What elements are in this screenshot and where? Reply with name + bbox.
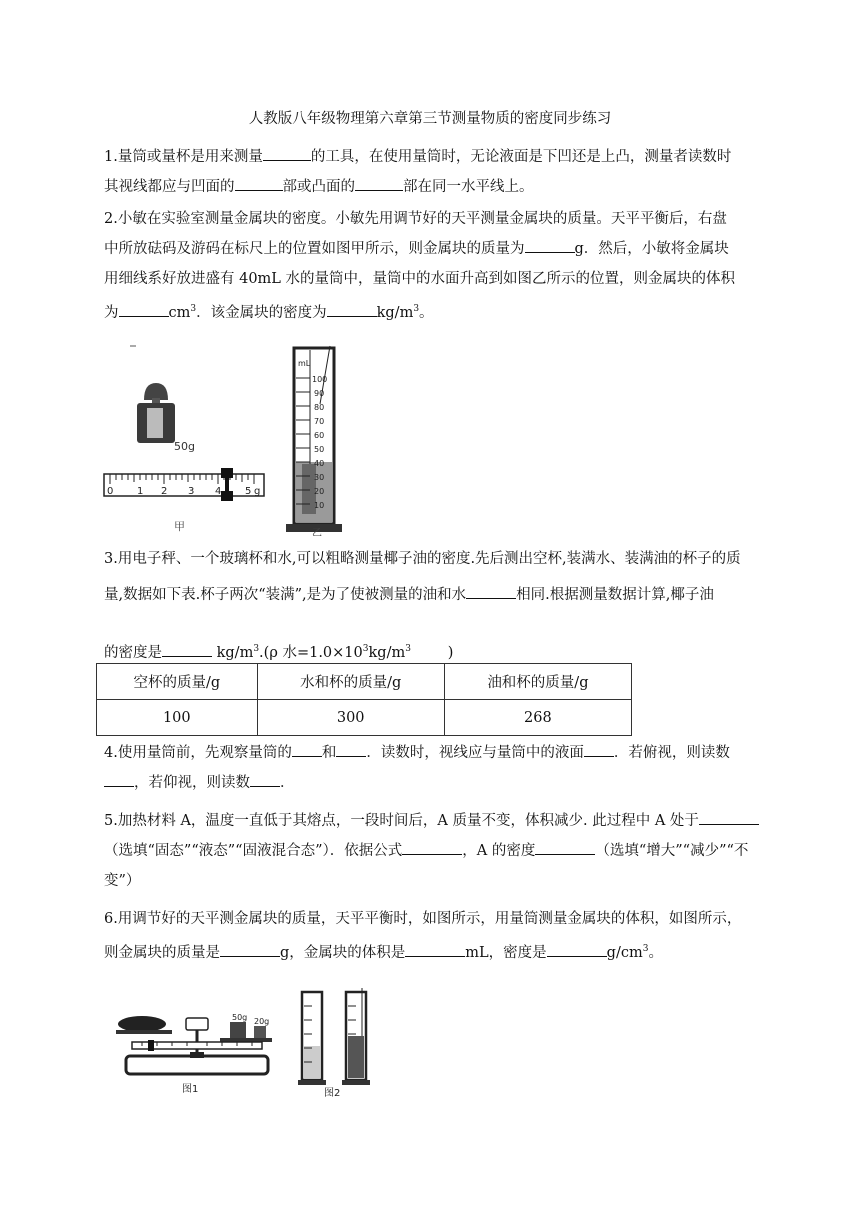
weight-20g-icon [254, 1026, 266, 1038]
q4-text-f: ． [280, 775, 295, 791]
weight-label: 50g [174, 440, 195, 453]
figure-yi-cylinder [284, 344, 354, 536]
table-header-row [97, 664, 632, 700]
q3-blank-1 [466, 582, 516, 599]
q3-text-d: 的密度是 [104, 644, 162, 661]
q4-blank-2 [336, 740, 366, 757]
q2-blank-density [327, 300, 377, 317]
question-4 [104, 738, 760, 798]
q6-text-b: 则金属块的质量是 [104, 944, 220, 961]
cyl-tick-10: 10 [314, 501, 325, 510]
q4-text-e: ，若仰视，则读数 [134, 775, 250, 791]
rider-icon [148, 1040, 154, 1051]
weight-20g-label: 20g [254, 1017, 270, 1026]
q5-blank-2 [402, 838, 462, 855]
q6-blank-density [547, 940, 607, 957]
q2-text-d: 用细线系好放进盛有 40mL 水的量筒中，量筒中的水面升高到如图乙所示的位置，则金属块的体积 [104, 271, 736, 287]
q2-unit-cm: cm [168, 304, 191, 321]
q3-text-c: 相同.根据测量数据计算,椰子油 [516, 587, 714, 603]
q3-text-a: 3.用电子秤、一个玻璃杯和水,可以粗略测量椰子油的密度.先后测出空杯,装满水、装满油的杯子的质 [104, 551, 741, 567]
document-title: 人教版八年级物理第六章第三节测量物质的密度同步练习 [248, 111, 612, 127]
figure-2-caption: 图2 [324, 1088, 341, 1098]
table-header-water-cup: 水和杯的质量/g [257, 664, 444, 700]
q4-blank-1 [292, 740, 322, 757]
cyl-tick-20: 20 [314, 487, 325, 496]
scale-tick-2: 2 [161, 486, 168, 497]
q1-text-b: 的工具，在使用量筒时，无论液面是下凹还是上凸，测量者读数时 [310, 149, 732, 165]
q1-blank-3 [355, 174, 403, 191]
table-header-oil-cup: 油和杯的质量/g [444, 664, 631, 700]
q4-text-c: ．读数时，视线应与量筒中的液面 [366, 745, 584, 761]
q1-text-a: 1.量筒或量杯是用来测量 [104, 149, 263, 165]
question-3 [104, 544, 760, 604]
question-5 [104, 806, 760, 896]
q5-blank-1 [699, 808, 759, 825]
figure-yi-caption: 乙 [312, 528, 322, 536]
figure-1-balance [112, 1012, 282, 1098]
q4-blank-3 [584, 740, 614, 757]
q2-unit-kgm: kg/m [376, 304, 414, 321]
cyl-tick-80: 80 [314, 403, 325, 412]
table-header-empty-cup: 空杯的质量/g [97, 664, 258, 700]
question-1 [104, 142, 760, 202]
question-6 [104, 904, 760, 968]
q5-text-d: （选填“增大”“减少”“不 [595, 843, 749, 859]
q4-blank-4 [104, 770, 134, 787]
q2-sup-2: 3 [413, 304, 420, 314]
q2-blank-volume [119, 300, 169, 317]
q4-text-d: ．若俯视，则读数 [613, 745, 730, 761]
scale-tick-3: 3 [188, 486, 195, 497]
q6-text-c: g，金属块的体积是 [280, 944, 406, 961]
scale-tick-5: 5 [245, 486, 252, 497]
table-cell-empty-cup: 100 [97, 700, 258, 736]
mass-data-table [96, 663, 632, 736]
cyl-tick-100: 100 [312, 375, 328, 384]
q2-text-c: g．然后，小敏将金属块 [574, 241, 729, 257]
q2-text-g: ．该金属块的密度为 [196, 304, 327, 321]
q2-blank-mass [525, 236, 575, 253]
q3-text-h: ) [410, 644, 454, 661]
q6-unit-gcm: g/cm [606, 944, 643, 961]
q5-text-c: ，A 的密度 [462, 843, 536, 859]
q4-blank-5 [250, 770, 280, 787]
q1-text-e: 部在同一水平线上。 [403, 179, 534, 195]
cyl-tick-70: 70 [314, 417, 325, 426]
q3-sup-3: 3 [405, 644, 411, 654]
weight-50g-icon [230, 1022, 246, 1038]
weight-50g-label: 50g [232, 1013, 248, 1022]
q3-text-f: .(ρ 水=1.0×10 [259, 644, 363, 661]
q6-text-a: 6.用调节好的天平测金属块的质量，天平平衡时，如图所示，用量筒测量金属块的体积，如图所示， [104, 911, 742, 927]
q3-text-b: 量,数据如下表.杯子两次“装满”,是为了使被测量的油和水 [104, 587, 467, 603]
table-cell-oil-cup: 268 [444, 700, 631, 736]
q2-text-i: 。 [419, 304, 434, 321]
q4-text-b: 和 [321, 745, 337, 761]
q3-blank-2 [162, 640, 212, 657]
q1-blank-1 [263, 144, 311, 161]
figure-1-caption: 图1 [182, 1084, 199, 1095]
q6-text-f: 。 [648, 944, 663, 961]
cyl-tick-30: 30 [314, 473, 325, 482]
q6-text-d: mL，密度是 [465, 944, 547, 961]
q5-text-a: 5.加热材料 A，温度一直低于其熔点，一段时间后，A 质量不变，体积减少. 此过程中 A 处于 [104, 813, 699, 829]
scale-unit: g [254, 486, 261, 497]
q5-blank-3 [535, 838, 595, 855]
scale-tick-1: 1 [137, 486, 144, 497]
figure-jia-caption: 甲 [174, 520, 185, 533]
scale-tick-0: 0 [107, 486, 114, 497]
q2-text-a: 2.小敏在实验室测量金属块的密度。小敏先用调节好的天平测量金属块的质量。天平平衡后，右盘 [104, 211, 727, 227]
cyl-tick-40: 40 [314, 459, 325, 468]
q6-sup: 3 [642, 944, 649, 954]
cyl-tick-50: 50 [314, 445, 325, 454]
table-cell-water-cup: 300 [257, 700, 444, 736]
q2-text-e: 为 [104, 304, 119, 321]
cyl-tick-90: 90 [314, 389, 325, 398]
q2-text-b: 中所放砝码及游码在标尺上的位置如图甲所示，则金属块的质量为 [104, 241, 525, 257]
table-row [97, 700, 632, 736]
q1-text-d: 部或凸面的 [282, 179, 355, 195]
q1-text-c: 其视线都应与凹面的 [104, 179, 235, 195]
scale-tick-4: 4 [215, 486, 222, 497]
q5-text-b: （选填“固态”“液态”“固液混合态”）．依据公式 [104, 843, 403, 859]
cyl-tick-60: 60 [314, 431, 325, 440]
q3-unit-kgm: kg/m [212, 644, 254, 661]
cylinder-unit: mL [298, 359, 311, 368]
q5-text-e: 变”） [104, 873, 141, 889]
q4-text-a: 4.使用量筒前，先观察量筒的 [104, 745, 292, 761]
balance-base [126, 1056, 268, 1074]
q3-sup-1: 3 [253, 644, 260, 654]
q6-blank-volume [405, 940, 465, 957]
weight-icon [137, 383, 175, 443]
figure-2-cylinders [290, 986, 380, 1098]
q3-text-g: kg/m [368, 644, 406, 661]
question-2 [104, 204, 760, 328]
q6-blank-mass [220, 940, 280, 957]
q2-sup-1: 3 [190, 304, 197, 314]
metal-block-on-pan-icon [118, 1016, 166, 1032]
q1-blank-2 [235, 174, 283, 191]
q3-sup-2: 3 [362, 644, 369, 654]
figure-jia-balance-scale [100, 338, 270, 536]
